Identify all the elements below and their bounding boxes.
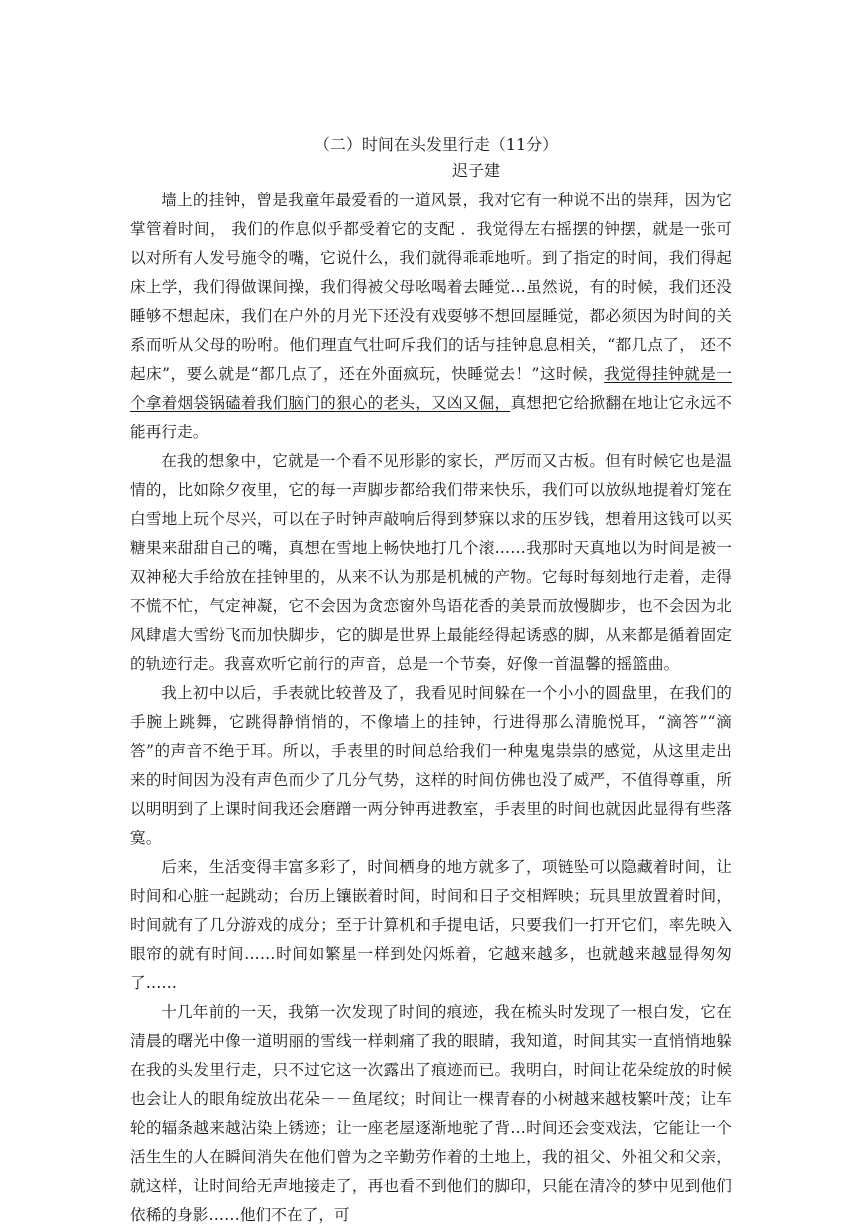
paragraph-1-text-after: 真想把它给掀翻在地让它永远不能再行走。 — [130, 394, 733, 441]
paragraph-3: 我上初中以后，手表就比较普及了，我看见时间躲在一个小小的圆盘里，在我们的手腕上跳舞，它跳得静悄悄的，不像墙上的挂钟，行进得那么清脆悦耳，“滴答”“滴答”的声音不绝于耳。所以，手表里的时间总给我们一种鬼鬼祟祟的感觉，从这里走出来的时间因为没有声色而少了几分气势，这样的时间仿佛也没了威严，不值得尊重，所以明明到了上课时间我还会磨蹭一两分钟再进教室，手表里的时间也就因此显得有些落寞。 — [130, 684, 732, 847]
underlined-sentence: 我觉得挂钟就是一个拿着烟袋锅磕着我们脑门的狠心的老头，又凶又倔， — [130, 365, 732, 412]
paragraph-1 — [130, 186, 732, 447]
paragraph-2: 在我的想象中，它就是一个看不见形影的家长，严厉而又古板。但有时候它也是温情的，比如除夕夜里，它的每一声脚步都给我们带来快乐，我们可以放纵地提着灯笼在白雪地上玩个尽兴，可以在子时钟声敲响后得到梦寐以求的压岁钱，想着用这钱可以买糖果来甜甜自己的嘴，真想在雪地上畅快地打几个滚……我那时天真地以为时间是被一双神秘大手给放在挂钟里的，从来不认为那是机械的产物。它每时每刻地行走着，走得不慌不忙，气定神凝，它不会因为贪恋窗外鸟语花香的美景而放慢脚步，也不会因为北风肆虐大雪纷飞而加快脚步，它的脚是世界上最能经得起诱惑的脚，从来都是循着固定的轨迹行走。我喜欢听它前行的声音，总是一个节奏，好像一首温馨的摇篮曲。 — [130, 452, 732, 673]
paragraph-4: 后来，生活变得丰富多彩了，时间栖身的地方就多了，项链坠可以隐藏着时间，让时间和心脏一起跳动；台历上镶嵌着时间，时间和日子交相辉映；玩具里放置着时间，时间就有了几分游戏的成分；至于计算机和手提电话，只要我们一打开它们，率先映入眼帘的就有时间……时间如繁星一样到处闪烁着，它越来越多，也就越来越显得匆匆了…… — [130, 858, 732, 992]
section-title: （二）时间在头发里行走（11分） — [313, 135, 559, 154]
document-page — [130, 134, 732, 1230]
paragraph-1-text-before: 墙上的挂钟，曾是我童年最爱看的一道风景，我对它有一种说不出的崇拜，因为它掌管着时间， 我们的作息似乎都受着它的支配 ．我觉得左右摇摆的钟摆，就是一张可以对所有人发号施令的嘴，它说什么，我们就得乖乖地听。到了指定的时间，我们得起床上学，我们得做课间操，我们得被父母吆喝着去睡觉…虽然说，有的时候，我们还没睡够不想起床，我们在户外的月光下还没有戏耍够不想回屋睡觉，都必须因为时间的关系而听从父母的吩咐。他们理直气壮呵斥我们的话与挂钟息息相关，“都几点了， 还不起床”，要么就是“都几点了，还在外面疯玩，快睡觉去！”这时候， — [130, 191, 732, 383]
paragraph-5: 十几年前的一天，我第一次发现了时间的痕迹，我在梳头时发现了一根白发，它在清晨的曙光中像一道明丽的雪线一样刺痛了我的眼睛，我知道，时间其实一直悄悄地躲在我的头发里行走，只不过它这一次露出了痕迹而已。我明白，时间让花朵绽放的时候也会让人的眼角绽放出花朵－－鱼尾纹；时间让一棵青春的小树越来越枝繁叶茂；让车轮的辐条越来越沾染上锈迹；让一座老屋逐渐地驼了背…时间还会变戏法，它能让一个活生生的人在瞬间消失在他们曾为之辛勤劳作着的土地上，我的祖父、外祖父和父亲，就这样，让时间给无声地接走了，再也看不到他们的脚印，只能在清冷的梦中见到他们依稀的身影……他们不在了，可 — [130, 1003, 732, 1224]
author-name: 迟子建 — [451, 161, 500, 180]
